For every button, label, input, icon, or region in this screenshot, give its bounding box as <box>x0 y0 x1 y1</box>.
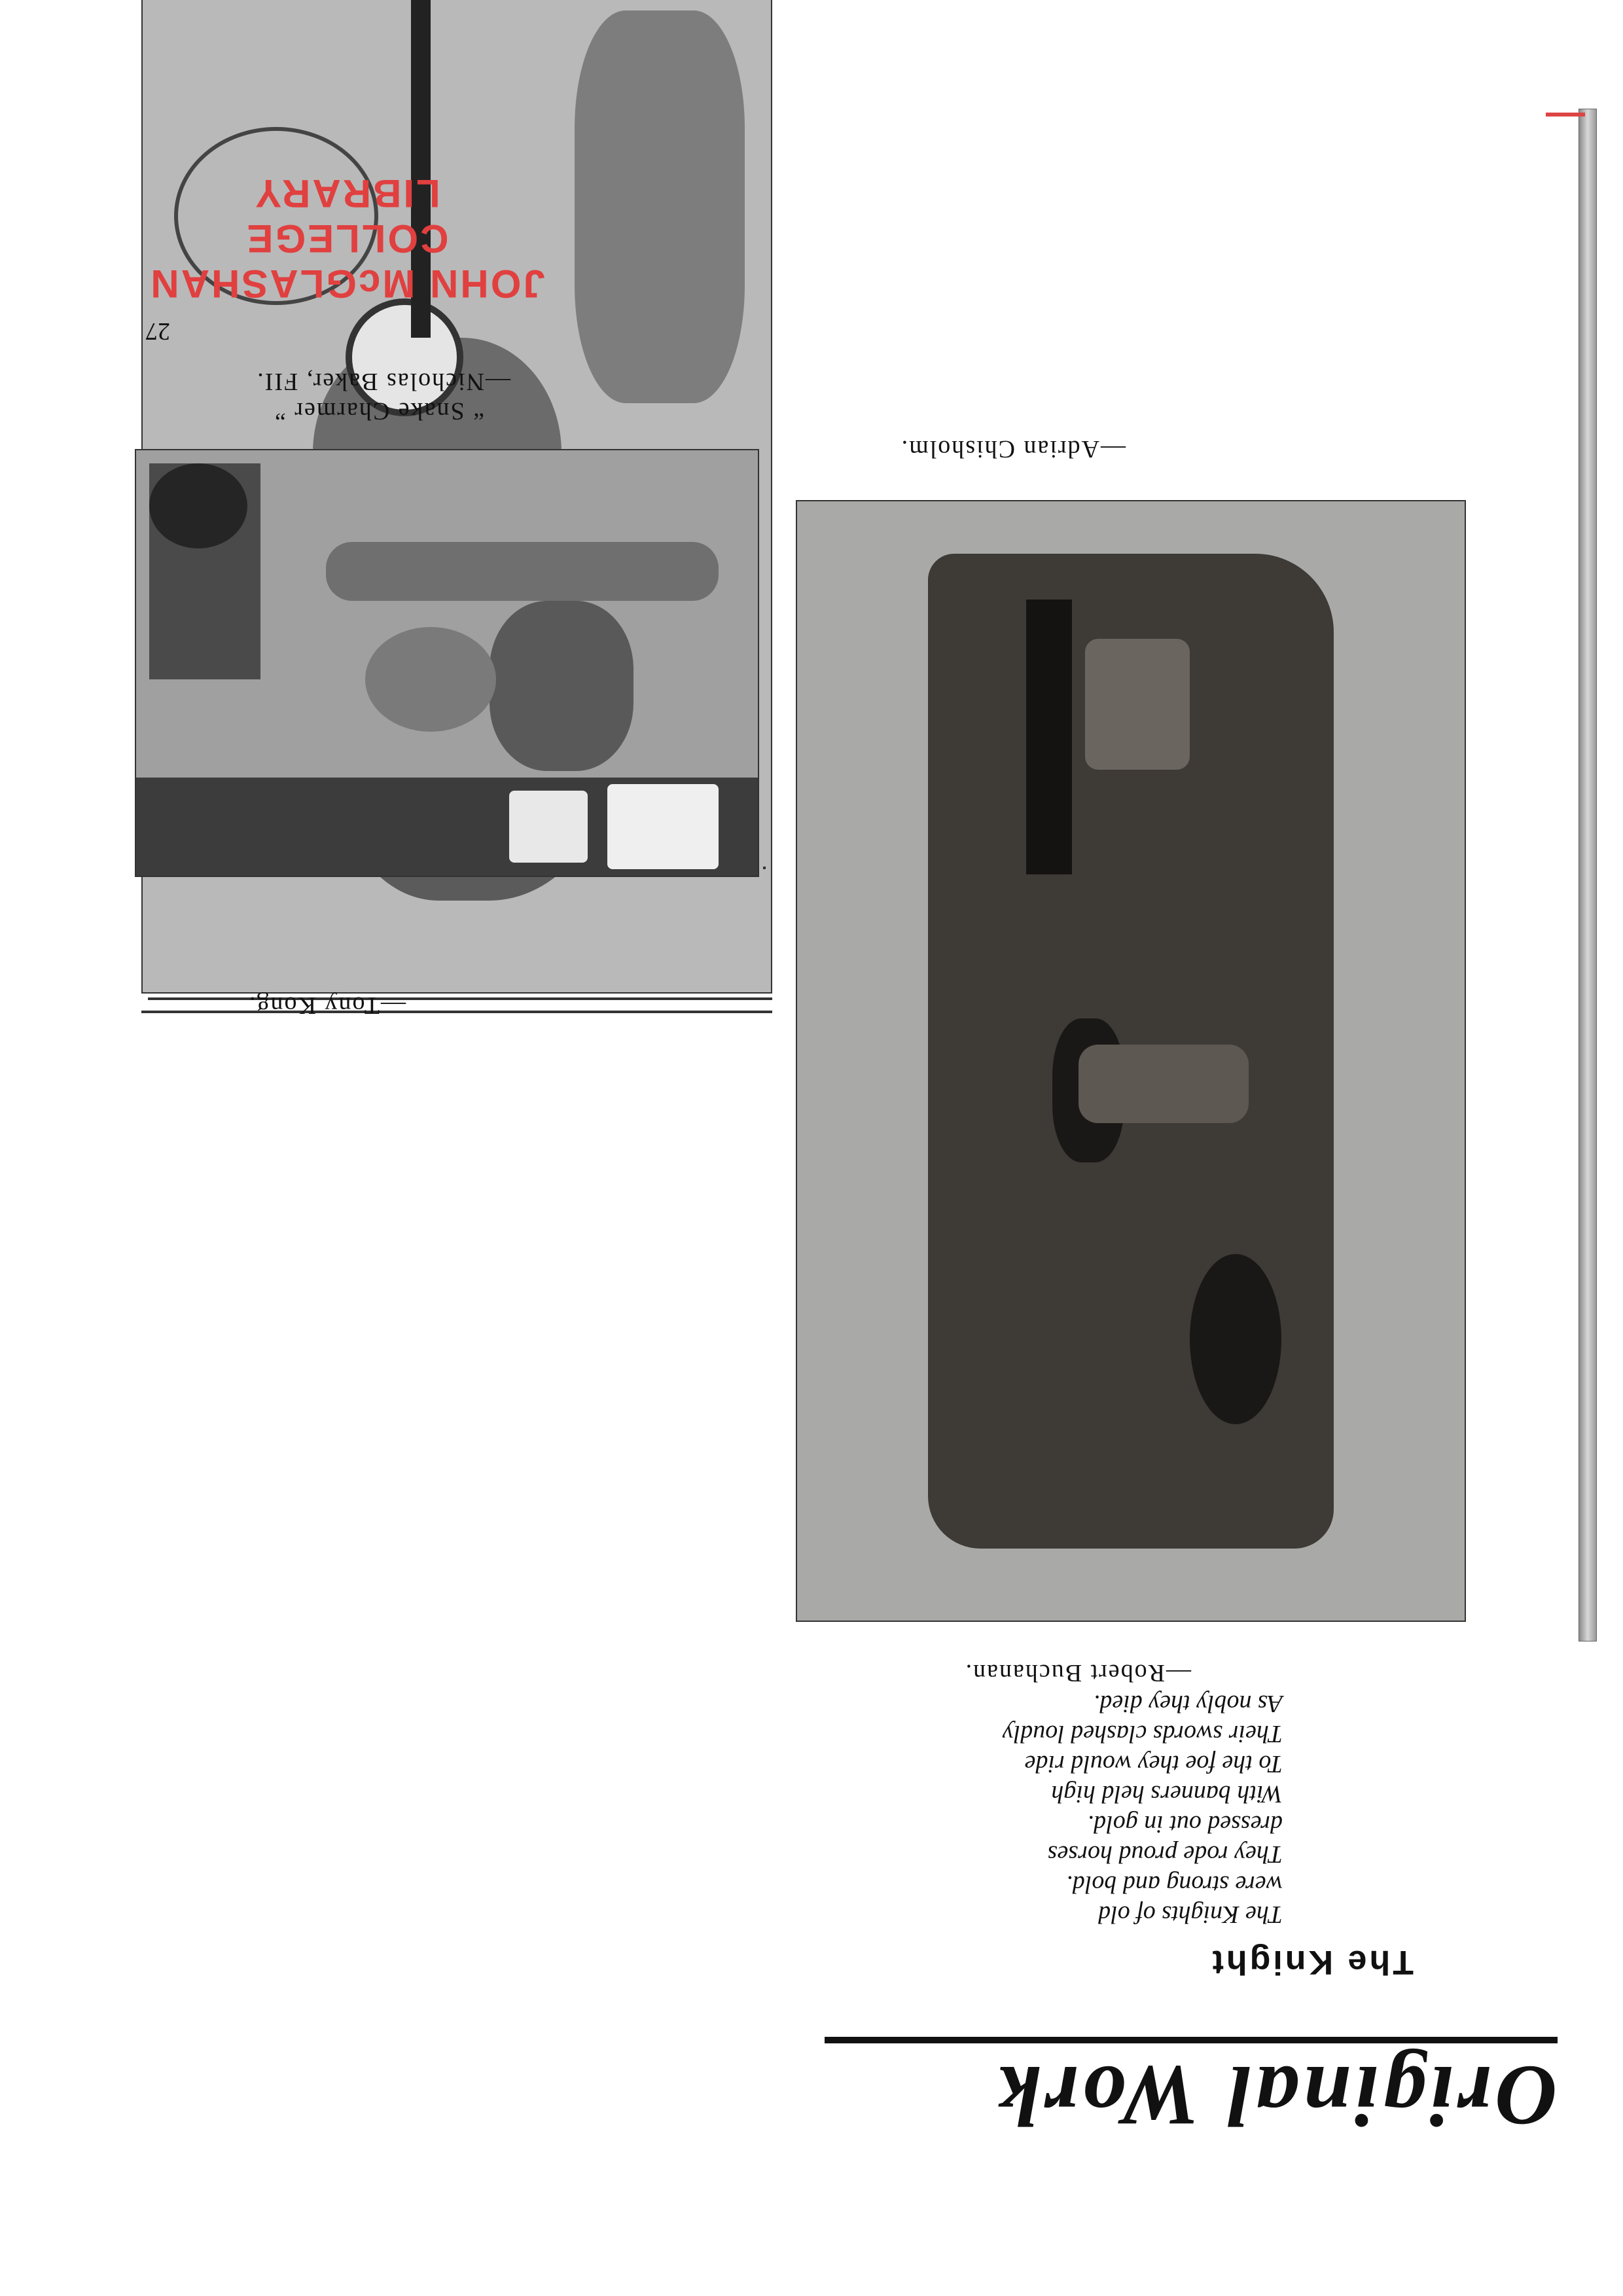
poem-line: were strong and bold. <box>1066 1871 1283 1898</box>
page-number: 27 <box>145 317 170 345</box>
snake-charmer-title: “ Snake Charmer ” <box>273 397 484 425</box>
corner-mark <box>1546 113 1585 117</box>
poem-body <box>1003 1689 1283 1929</box>
poem-line: Their swords clashed loudly <box>1002 1720 1283 1748</box>
knight-drawing <box>148 997 772 1000</box>
poem-title: The Knight <box>1209 1943 1414 1981</box>
poem-line: With banners held high <box>1051 1780 1283 1808</box>
page-header <box>812 2037 1558 2144</box>
page-title: Original Work <box>993 2048 1558 2144</box>
knight-drawing-photo <box>141 1011 772 1013</box>
poem-line: As nobly they died. <box>1093 1690 1283 1717</box>
wood-carving-photo <box>796 500 1466 1622</box>
snake-charmer-caption: —Nicholas Baker, FII. <box>256 368 510 395</box>
poem-line: They rode proud horses <box>1047 1840 1283 1868</box>
poem-line: dressed out in gold. <box>1087 1810 1283 1838</box>
scanner-edge-bar <box>1578 109 1597 1641</box>
stamp-college-name: JOHN McGLASHAN COLLEGE <box>149 217 545 306</box>
stamp-library: LIBRARY <box>253 171 440 215</box>
wood-carving-caption: —Adrian Chisholm. <box>900 435 1126 463</box>
poem-author: —Robert Buchanan. <box>964 1659 1191 1687</box>
poem-line: To the foe they would ride <box>1024 1750 1283 1778</box>
title-underline <box>825 2037 1558 2043</box>
knight-drawing-photo-main <box>770 1011 772 1013</box>
library-stamp <box>52 171 641 306</box>
tony-kong-caption: —Tony Kong. <box>247 992 406 1019</box>
snake-charmer-section <box>131 367 759 877</box>
poem-line: The Knights of old <box>1098 1901 1283 1928</box>
snake-charmer-artwork-photo <box>135 449 759 877</box>
